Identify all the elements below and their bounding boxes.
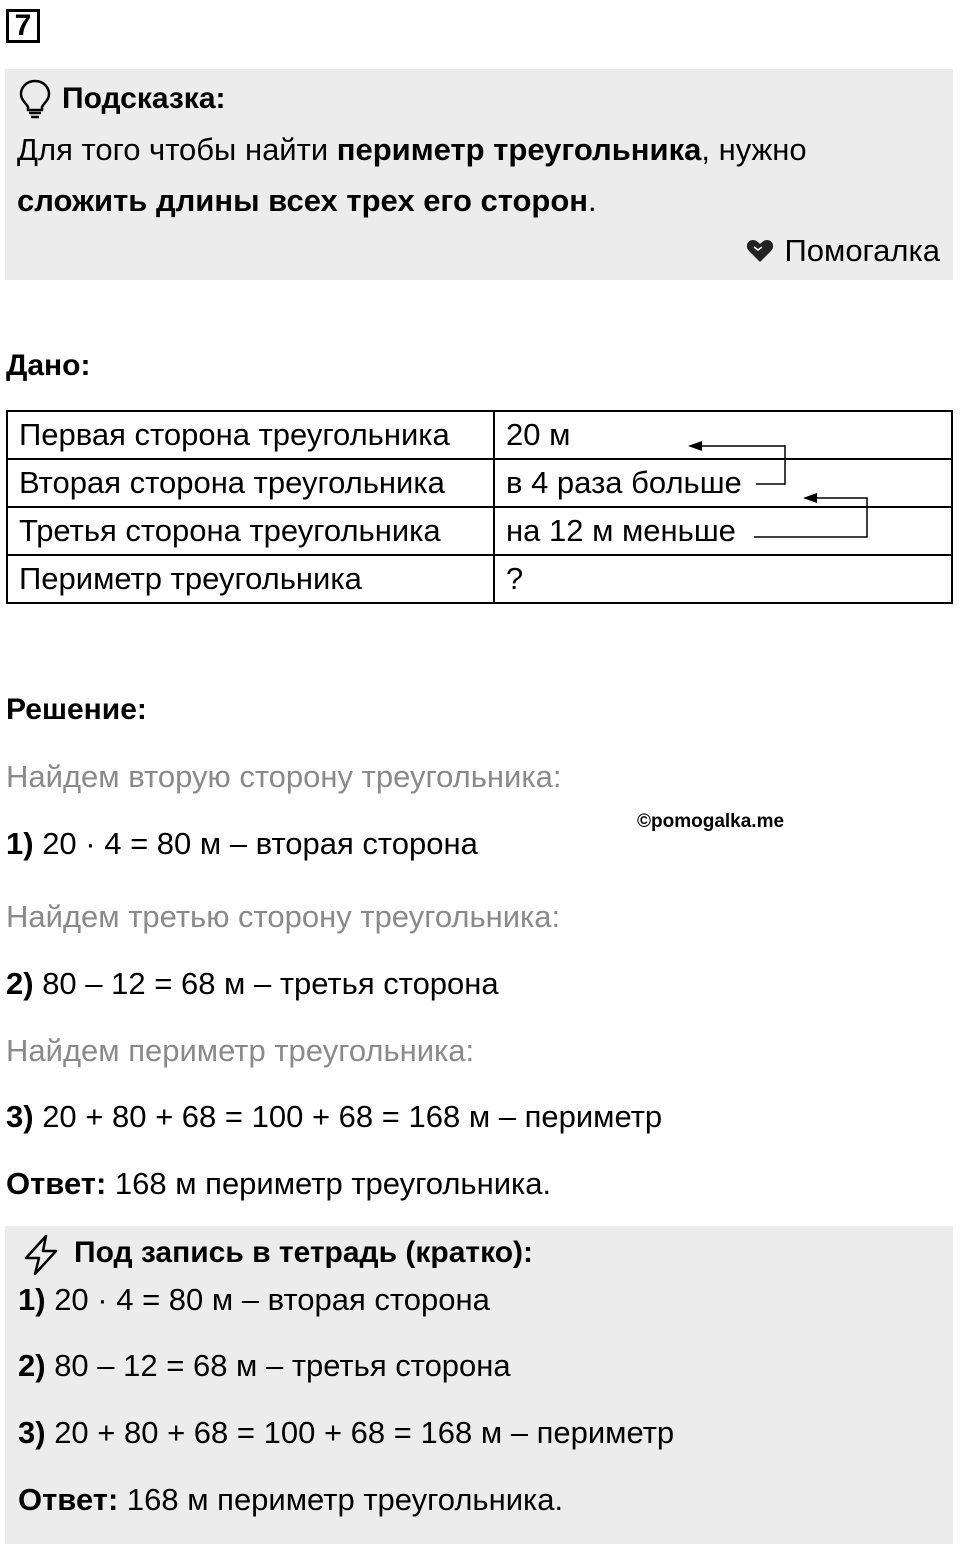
row-name: Третья сторона треугольника	[7, 507, 494, 555]
hint-text-line-2: сложить длины всех трех его сторон.	[17, 183, 597, 218]
given-table	[6, 410, 953, 604]
answer: Ответ: 168 м периметр треугольника.	[6, 1166, 552, 1201]
row-value: в 4 раза больше	[494, 459, 952, 507]
short-step-3: 3) 20 + 80 + 68 = 100 + 68 = 168 м – периметр	[18, 1415, 675, 1450]
step-3-comment: Найдем периметр треугольника:	[6, 1033, 475, 1068]
table-row	[7, 555, 952, 603]
hint-title: Подсказка:	[62, 82, 226, 115]
brand-name: Помогалка	[784, 233, 940, 268]
short-answer: Ответ: 168 м периметр треугольника.	[18, 1482, 564, 1517]
step-1: 1) 20 · 4 = 80 м – вторая сторона	[6, 826, 478, 861]
table-row	[7, 459, 952, 507]
row-value: на 12 м меньше	[494, 507, 952, 555]
step-2: 2) 80 – 12 = 68 м – третья сторона	[6, 966, 499, 1001]
step-3: 3) 20 + 80 + 68 = 100 + 68 = 168 м – периметр	[6, 1099, 663, 1134]
watermark: ©pomogalka.me	[637, 811, 785, 832]
short-step-1: 1) 20 · 4 = 80 м – вторая сторона	[18, 1282, 490, 1317]
table-row	[7, 411, 952, 459]
table-row	[7, 507, 952, 555]
lightning-icon	[20, 1234, 62, 1276]
solution-label: Решение:	[6, 693, 147, 726]
row-name: Первая сторона треугольника	[7, 411, 494, 459]
step-2-comment: Найдем третью сторону треугольника:	[6, 899, 561, 934]
task-number: 7	[6, 9, 40, 43]
heart-icon	[746, 239, 774, 263]
brand-signature	[746, 233, 940, 269]
row-name: Периметр треугольника	[7, 555, 494, 603]
given-label: Дано:	[6, 349, 91, 382]
hint-text-line-1: Для того чтобы найти периметр треугольника, нужно	[17, 132, 807, 167]
row-value: 20 м	[494, 411, 952, 459]
row-value: ?	[494, 555, 952, 603]
short-title: Под запись в тетрадь (кратко):	[74, 1236, 534, 1269]
row-name: Вторая сторона треугольника	[7, 459, 494, 507]
step-1-comment: Найдем вторую сторону треугольника:	[6, 759, 562, 794]
short-step-2: 2) 80 – 12 = 68 м – третья сторона	[18, 1348, 511, 1383]
lightbulb-icon	[18, 79, 52, 119]
